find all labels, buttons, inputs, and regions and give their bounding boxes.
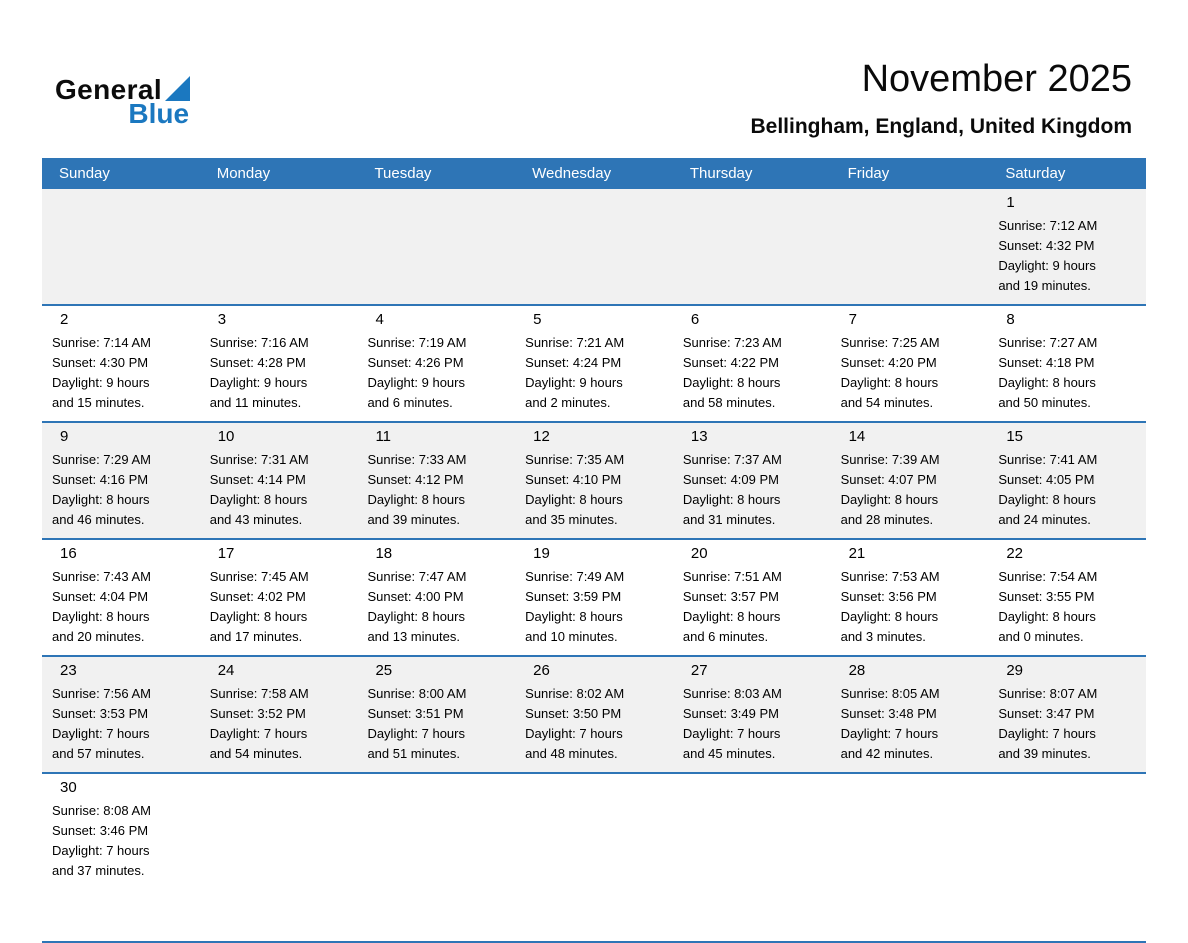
- sunrise-line: Sunrise: 8:02 AM: [525, 686, 625, 701]
- sunset-line: Sunset: 4:09 PM: [682, 472, 779, 487]
- daylight-hours-line: Daylight: 8 hours: [367, 492, 465, 507]
- daylight-minutes-line: and 10 minutes.: [525, 629, 618, 644]
- day-cell-28: [831, 657, 989, 772]
- daylight-hours-line: Daylight: 9 hours: [998, 258, 1096, 273]
- sunset-line: Sunset: 4:14 PM: [209, 472, 306, 487]
- daylight-minutes-line: and 13 minutes.: [367, 629, 460, 644]
- sunrise-line: Sunrise: 7:12 AM: [998, 218, 1098, 233]
- daylight-hours-line: Daylight: 8 hours: [525, 609, 623, 624]
- sunrise-line: Sunrise: 7:25 AM: [840, 335, 940, 350]
- daylight-minutes-line: and 11 minutes.: [209, 395, 302, 410]
- empty-day-cell: [988, 774, 1146, 941]
- day-number: 22: [1006, 545, 1023, 562]
- day-cell-29: [988, 657, 1146, 772]
- sunrise-line: Sunrise: 8:07 AM: [998, 686, 1098, 701]
- daylight-hours-line: Daylight: 8 hours: [998, 375, 1096, 390]
- day-cell-6: [673, 306, 831, 421]
- day-number: 5: [533, 311, 542, 328]
- day-cell-15: [988, 423, 1146, 538]
- daylight-hours-line: Daylight: 7 hours: [998, 726, 1096, 741]
- daylight-hours-line: Daylight: 8 hours: [682, 492, 781, 507]
- sunrise-line: Sunrise: 7:14 AM: [52, 335, 151, 350]
- week-row-6: [42, 772, 1146, 941]
- sunset-line: Sunset: 4:26 PM: [367, 355, 464, 370]
- daylight-hours-line: Daylight: 8 hours: [52, 609, 150, 624]
- day-number: 14: [848, 428, 866, 445]
- daylight-minutes-line: and 6 minutes.: [682, 629, 769, 644]
- week-row-5: [42, 655, 1146, 772]
- sunset-line: Sunset: 4:04 PM: [52, 589, 149, 604]
- sunrise-line: Sunrise: 7:27 AM: [998, 335, 1098, 350]
- day-number: 23: [60, 662, 77, 679]
- empty-day-cell: [673, 189, 831, 304]
- daylight-hours-line: Daylight: 8 hours: [209, 492, 308, 507]
- day-number: 4: [375, 311, 384, 328]
- day-number: 28: [848, 662, 866, 679]
- daylight-minutes-line: and 46 minutes.: [52, 512, 145, 527]
- sunrise-line: Sunrise: 7:47 AM: [367, 569, 467, 584]
- day-cell-13: [673, 423, 831, 538]
- day-number: 30: [60, 779, 77, 796]
- day-number: 12: [533, 428, 550, 445]
- calendar-grid: [42, 189, 1146, 943]
- daylight-hours-line: Daylight: 8 hours: [998, 492, 1096, 507]
- day-cell-17: [200, 540, 358, 655]
- daylight-minutes-line: and 17 minutes.: [209, 629, 303, 644]
- weekday-thursday: Thursday: [689, 165, 753, 182]
- day-cell-21: [831, 540, 989, 655]
- daylight-hours-line: Daylight: 8 hours: [525, 492, 623, 507]
- sunrise-line: Sunrise: 7:51 AM: [682, 569, 782, 584]
- daylight-hours-line: Daylight: 7 hours: [840, 726, 939, 741]
- day-number: 18: [375, 545, 393, 562]
- sunset-line: Sunset: 4:10 PM: [525, 472, 622, 487]
- week-row-4: [42, 538, 1146, 655]
- daylight-hours-line: Daylight: 7 hours: [682, 726, 781, 741]
- day-cell-4: [357, 306, 515, 421]
- sunrise-line: Sunrise: 7:21 AM: [525, 335, 625, 350]
- sunset-line: Sunset: 3:50 PM: [525, 706, 622, 721]
- sunset-line: Sunset: 3:55 PM: [998, 589, 1095, 604]
- daylight-minutes-line: and 58 minutes.: [682, 395, 776, 410]
- sunrise-line: Sunrise: 8:03 AM: [682, 686, 782, 701]
- day-cell-3: [200, 306, 358, 421]
- daylight-minutes-line: and 42 minutes.: [840, 746, 934, 761]
- general-blue-logo: [55, 76, 190, 128]
- day-cell-1: [988, 189, 1146, 304]
- day-number: 20: [690, 545, 708, 562]
- day-cell-19: [515, 540, 673, 655]
- daylight-minutes-line: and 6 minutes.: [367, 395, 453, 410]
- daylight-minutes-line: and 45 minutes.: [682, 746, 776, 761]
- daylight-minutes-line: and 57 minutes.: [52, 746, 145, 761]
- sunrise-line: Sunrise: 7:56 AM: [52, 686, 151, 701]
- day-cell-24: [200, 657, 358, 772]
- sunrise-line: Sunrise: 7:31 AM: [209, 452, 309, 467]
- daylight-hours-line: Daylight: 7 hours: [52, 726, 150, 741]
- sunrise-line: Sunrise: 8:08 AM: [52, 803, 151, 818]
- daylight-hours-line: Daylight: 9 hours: [525, 375, 623, 390]
- sunset-line: Sunset: 3:57 PM: [682, 589, 779, 604]
- empty-day-cell: [42, 189, 200, 304]
- day-cell-8: [988, 306, 1146, 421]
- daylight-minutes-line: and 50 minutes.: [998, 395, 1091, 410]
- day-number: 17: [217, 545, 235, 562]
- sunset-line: Sunset: 4:00 PM: [367, 589, 464, 604]
- sunrise-line: Sunrise: 8:00 AM: [367, 686, 467, 701]
- day-number: 21: [848, 545, 866, 562]
- daylight-minutes-line: and 31 minutes.: [682, 512, 776, 527]
- daylight-hours-line: Daylight: 8 hours: [998, 609, 1096, 624]
- day-number: 6: [690, 311, 700, 328]
- daylight-minutes-line: and 48 minutes.: [525, 746, 618, 761]
- sunset-line: Sunset: 4:12 PM: [367, 472, 464, 487]
- logo-text-general: General: [55, 74, 163, 105]
- sunset-line: Sunset: 4:30 PM: [52, 355, 149, 370]
- day-cell-14: [831, 423, 989, 538]
- empty-day-cell: [831, 774, 989, 941]
- day-cell-20: [673, 540, 831, 655]
- weekday-friday: Friday: [847, 165, 890, 182]
- daylight-hours-line: Daylight: 9 hours: [209, 375, 308, 390]
- daylight-hours-line: Daylight: 7 hours: [52, 843, 150, 858]
- week-row-1: [42, 189, 1146, 304]
- sunset-line: Sunset: 4:32 PM: [998, 238, 1095, 253]
- day-number: 27: [690, 662, 708, 679]
- sunset-line: Sunset: 3:59 PM: [525, 589, 622, 604]
- sunrise-line: Sunrise: 7:37 AM: [682, 452, 782, 467]
- daylight-hours-line: Daylight: 9 hours: [52, 375, 150, 390]
- daylight-minutes-line: and 39 minutes.: [998, 746, 1091, 761]
- daylight-minutes-line: and 15 minutes.: [52, 395, 145, 410]
- day-number: 1: [1006, 194, 1015, 211]
- daylight-minutes-line: and 39 minutes.: [367, 512, 460, 527]
- day-number: 9: [60, 428, 69, 445]
- sunrise-line: Sunrise: 7:41 AM: [998, 452, 1098, 467]
- day-cell-2: [42, 306, 200, 421]
- daylight-minutes-line: and 54 minutes.: [209, 746, 303, 761]
- week-row-2: [42, 304, 1146, 421]
- day-cell-9: [42, 423, 200, 538]
- daylight-minutes-line: and 3 minutes.: [840, 629, 926, 644]
- daylight-minutes-line: and 2 minutes.: [525, 395, 611, 410]
- sunset-line: Sunset: 3:47 PM: [998, 706, 1095, 721]
- daylight-minutes-line: and 35 minutes.: [525, 512, 618, 527]
- logo-text-blue: Blue: [128, 98, 190, 129]
- daylight-minutes-line: and 28 minutes.: [840, 512, 934, 527]
- day-cell-7: [831, 306, 989, 421]
- day-number: 11: [375, 428, 392, 445]
- daylight-hours-line: Daylight: 8 hours: [682, 609, 781, 624]
- weekday-monday: Monday: [216, 165, 271, 182]
- sunrise-line: Sunrise: 7:33 AM: [367, 452, 467, 467]
- day-number: 3: [217, 311, 227, 328]
- sunrise-line: Sunrise: 7:39 AM: [840, 452, 940, 467]
- sunrise-line: Sunrise: 7:29 AM: [52, 452, 151, 467]
- sunrise-line: Sunrise: 7:35 AM: [525, 452, 625, 467]
- daylight-hours-line: Daylight: 7 hours: [209, 726, 308, 741]
- daylight-hours-line: Daylight: 8 hours: [367, 609, 465, 624]
- daylight-minutes-line: and 20 minutes.: [52, 629, 145, 644]
- sunrise-line: Sunrise: 7:53 AM: [840, 569, 940, 584]
- page-header: [0, 0, 1188, 158]
- sunrise-line: Sunrise: 7:45 AM: [209, 569, 309, 584]
- weekday-tuesday: Tuesday: [374, 165, 432, 182]
- day-cell-25: [357, 657, 515, 772]
- empty-day-cell: [515, 189, 673, 304]
- empty-day-cell: [357, 774, 515, 941]
- day-cell-18: [357, 540, 515, 655]
- sunset-line: Sunset: 4:02 PM: [209, 589, 306, 604]
- daylight-hours-line: Daylight: 7 hours: [367, 726, 465, 741]
- sunset-line: Sunset: 4:20 PM: [840, 355, 937, 370]
- daylight-hours-line: Daylight: 9 hours: [367, 375, 465, 390]
- sunrise-line: Sunrise: 8:05 AM: [840, 686, 940, 701]
- sunset-line: Sunset: 4:24 PM: [525, 355, 622, 370]
- daylight-hours-line: Daylight: 8 hours: [682, 375, 781, 390]
- daylight-minutes-line: and 54 minutes.: [840, 395, 934, 410]
- day-number: 13: [690, 428, 708, 445]
- day-cell-12: [515, 423, 673, 538]
- empty-day-cell: [515, 774, 673, 941]
- day-cell-16: [42, 540, 200, 655]
- sunset-line: Sunset: 3:51 PM: [367, 706, 464, 721]
- daylight-minutes-line: and 19 minutes.: [998, 278, 1091, 293]
- sunset-line: Sunset: 3:52 PM: [209, 706, 306, 721]
- daylight-hours-line: Daylight: 8 hours: [840, 375, 939, 390]
- sunset-line: Sunset: 3:49 PM: [682, 706, 779, 721]
- day-cell-30: [42, 774, 200, 941]
- daylight-hours-line: Daylight: 8 hours: [840, 609, 939, 624]
- weekday-wednesday: Wednesday: [532, 165, 612, 182]
- day-number: 2: [60, 311, 69, 328]
- sunset-line: Sunset: 4:22 PM: [682, 355, 779, 370]
- sunrise-line: Sunrise: 7:49 AM: [525, 569, 625, 584]
- day-number: 26: [533, 662, 550, 679]
- daylight-hours-line: Daylight: 8 hours: [52, 492, 150, 507]
- day-number: 16: [60, 545, 77, 562]
- day-cell-11: [357, 423, 515, 538]
- page-subtitle: Bellingham, England, United Kingdom: [750, 115, 1132, 138]
- empty-day-cell: [357, 189, 515, 304]
- daylight-minutes-line: and 43 minutes.: [209, 512, 303, 527]
- sunset-line: Sunset: 4:05 PM: [998, 472, 1095, 487]
- sunset-line: Sunset: 4:16 PM: [52, 472, 149, 487]
- weekday-sunday: Sunday: [59, 165, 110, 182]
- empty-day-cell: [200, 189, 358, 304]
- sunset-line: Sunset: 3:48 PM: [840, 706, 937, 721]
- sunrise-line: Sunrise: 7:43 AM: [52, 569, 151, 584]
- sunset-line: Sunset: 4:28 PM: [209, 355, 306, 370]
- daylight-hours-line: Daylight: 8 hours: [209, 609, 308, 624]
- page-title: November 2025: [861, 58, 1132, 100]
- sunrise-line: Sunrise: 7:23 AM: [682, 335, 782, 350]
- day-cell-5: [515, 306, 673, 421]
- daylight-hours-line: Daylight: 8 hours: [840, 492, 939, 507]
- calendar: [42, 158, 1146, 943]
- empty-day-cell: [673, 774, 831, 941]
- daylight-hours-line: Daylight: 7 hours: [525, 726, 623, 741]
- day-cell-10: [200, 423, 358, 538]
- day-number: 19: [533, 545, 550, 562]
- day-cell-26: [515, 657, 673, 772]
- sunrise-line: Sunrise: 7:54 AM: [998, 569, 1098, 584]
- daylight-minutes-line: and 24 minutes.: [998, 512, 1091, 527]
- sunrise-line: Sunrise: 7:58 AM: [209, 686, 309, 701]
- sunrise-line: Sunrise: 7:19 AM: [367, 335, 467, 350]
- daylight-minutes-line: and 51 minutes.: [367, 746, 460, 761]
- sunset-line: Sunset: 3:46 PM: [52, 823, 149, 838]
- empty-day-cell: [831, 189, 989, 304]
- sunrise-line: Sunrise: 7:16 AM: [209, 335, 309, 350]
- day-number: 29: [1006, 662, 1023, 679]
- day-number: 7: [848, 311, 857, 328]
- sunset-line: Sunset: 4:18 PM: [998, 355, 1095, 370]
- day-number: 24: [217, 662, 235, 679]
- weekday-header-row: [42, 158, 1146, 189]
- sunset-line: Sunset: 3:53 PM: [52, 706, 149, 721]
- day-cell-23: [42, 657, 200, 772]
- sunset-line: Sunset: 4:07 PM: [840, 472, 937, 487]
- day-number: 8: [1006, 311, 1015, 328]
- day-number: 25: [375, 662, 393, 679]
- weekday-saturday: Saturday: [1005, 165, 1066, 182]
- day-cell-27: [673, 657, 831, 772]
- day-cell-22: [988, 540, 1146, 655]
- day-number: 15: [1006, 428, 1023, 445]
- empty-day-cell: [200, 774, 358, 941]
- sunset-line: Sunset: 3:56 PM: [840, 589, 937, 604]
- daylight-minutes-line: and 0 minutes.: [998, 629, 1084, 644]
- daylight-minutes-line: and 37 minutes.: [52, 863, 145, 878]
- week-row-3: [42, 421, 1146, 538]
- day-number: 10: [217, 428, 235, 445]
- title-block: [751, 58, 1133, 139]
